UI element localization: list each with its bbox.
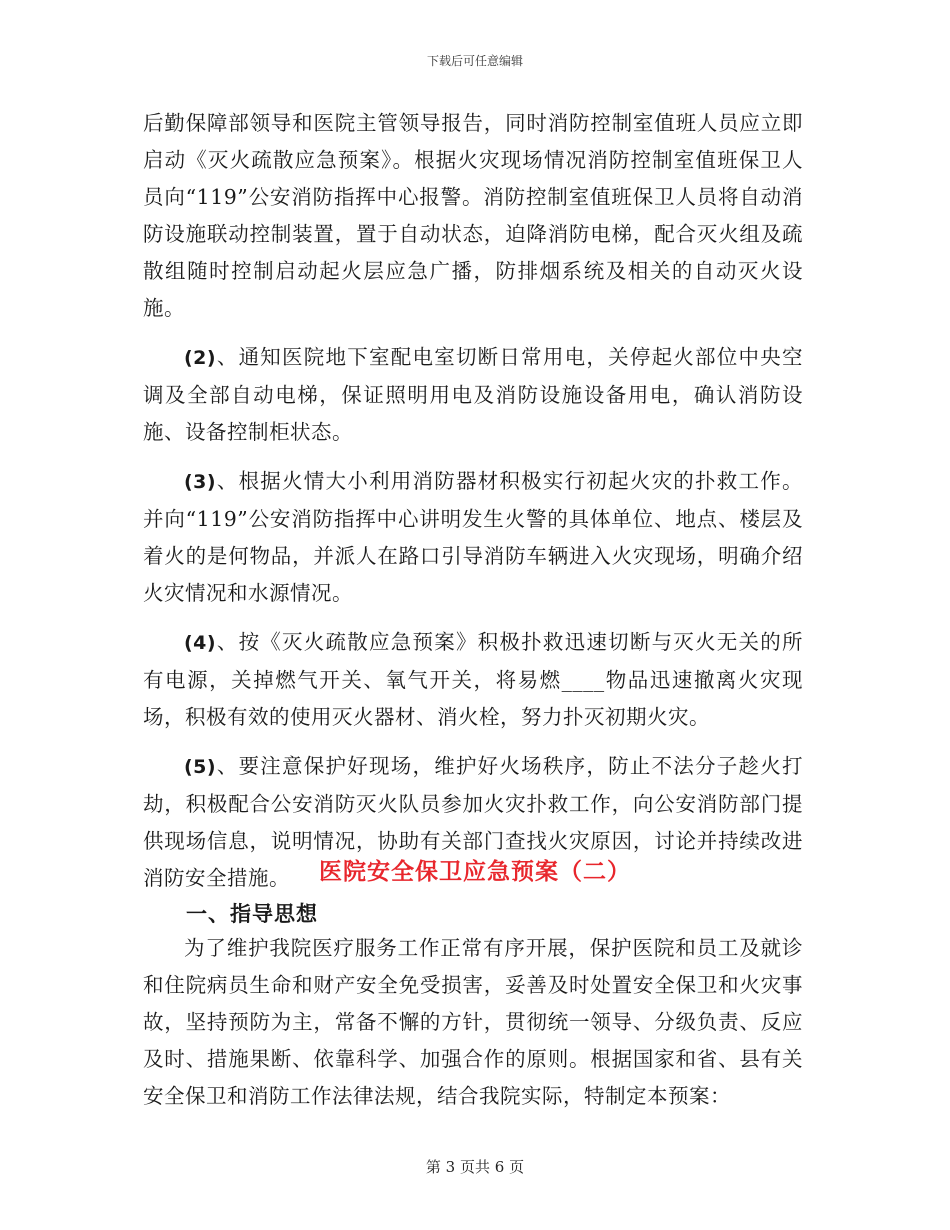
paragraph-text: 、根据火情大小利用消防器材积极实行初起火灾的扑救工作。并向“119”公安消防指挥中心讲明发生火警的具体单位、地点、楼层及着火的是何物品，并派人在路口引导消防车辆进入火灾现场，明确介绍火灾情况和水源情况。 — [143, 469, 803, 605]
paragraph-text: 后勤保障部领导和医院主管领导报告，同时消防控制室值班人员应立即启动《灭火疏散应急预案》。根据火灾现场情况消防控制室值班保卫人员向“119”公安消防指挥中心报警。消防控制室值班保卫人员将自动消防设施联动控制装置，置于自动状态，迫降消防电梯，配合灭火组及疏散组随时控制启动起火层应急广播，防排烟系统及相关的自动灭火设施。 — [143, 111, 803, 320]
item-number: (2) — [184, 347, 217, 369]
paragraph-3 — [143, 463, 803, 612]
paragraph-text: 、通知医院地下室配电室切断日常用电，关停起火部位中央空调及全部自动电梯，保证照明用电及消防设施设备用电，确认消防设施、设备控制柜状态。 — [143, 345, 803, 444]
body-text — [143, 105, 803, 897]
item-number: (5) — [184, 756, 217, 778]
section-heading: 一、指导思想 — [186, 901, 318, 926]
paragraph-text: 、要注意保护好现场，维护好火场秩序，防止不法分子趁火打劫，积极配合公安消防灭火队员参加火灾扑救工作，向公安消防部门提供现场信息，说明情况，协助有关部门查找火灾原因，讨论并持续改进消防安全措施。 — [143, 754, 803, 890]
item-number: (4) — [184, 632, 217, 654]
section-body — [143, 930, 803, 1115]
paragraph-1 — [143, 105, 803, 327]
item-number: (3) — [184, 471, 217, 493]
header-note: 下载后可任意编辑 — [426, 54, 523, 68]
paragraph-text: 、按《灭火疏散应急预案》积极扑救迅速切断与灭火无关的所有电源，关掉燃气开关、氧气开关，将易燃____物品迅速撤离火灾现场，积极有效的使用灭火器材、消火栓，努力扑灭初期火灾。 — [143, 630, 803, 729]
paragraph-4 — [143, 624, 803, 736]
paragraph-2 — [143, 339, 803, 451]
section-title: 医院安全保卫应急预案（二） — [319, 858, 631, 885]
page-footer: 第 3 页共 6 页 — [425, 1158, 525, 1176]
section-paragraph: 为了维护我院医疗服务工作正常有序开展，保护医院和员工及就诊和住院病员生命和财产安全免受损害，妥善及时处置安全保卫和火灾事故，坚持预防为主，常备不懈的方针，贯彻统一领导、分级负责、反应及时、措施果断、依靠科学、加强合作的原则。根据国家和省、县有关安全保卫和消防工作法律法规，结合我院实际，特制定本预案： — [143, 936, 803, 1108]
